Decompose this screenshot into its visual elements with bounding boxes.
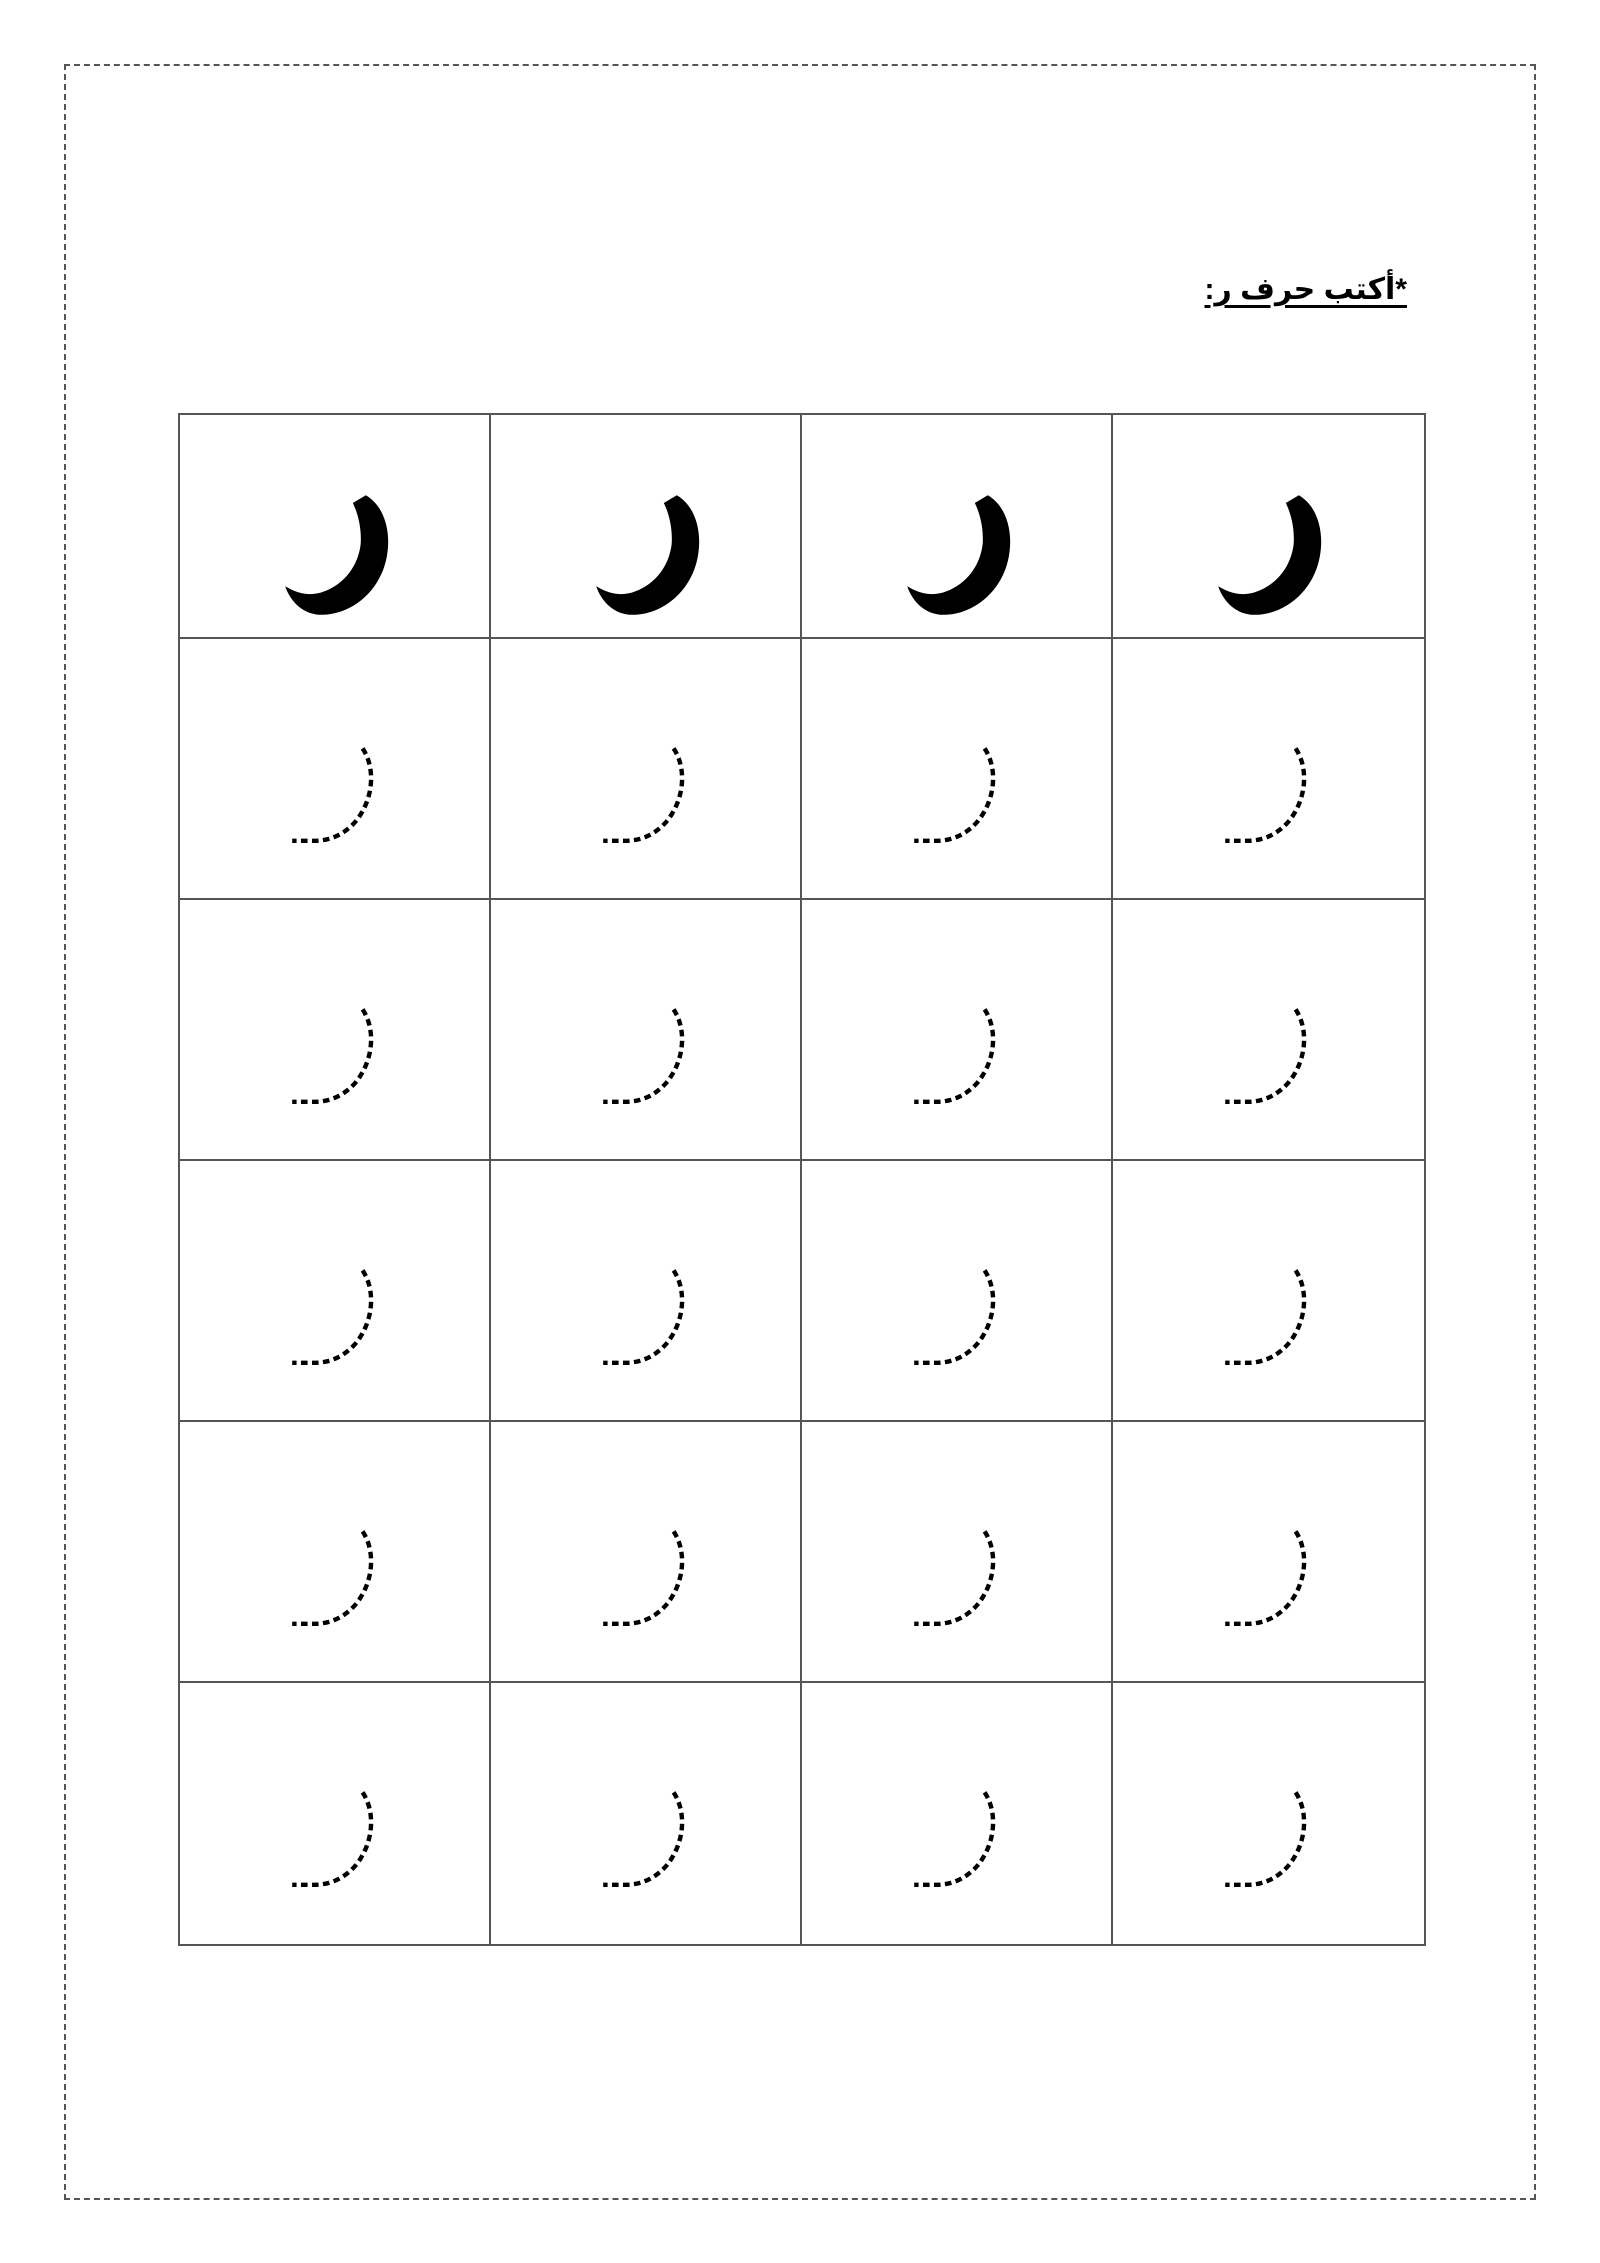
tracing-cell[interactable] bbox=[1113, 900, 1424, 1161]
model-letter-cell bbox=[491, 415, 802, 639]
dotted-ra-tracing-icon bbox=[591, 1527, 721, 1637]
solid-ra-letter-icon bbox=[280, 490, 410, 620]
dotted-ra-tracing-icon bbox=[1213, 1527, 1343, 1637]
tracing-cell[interactable] bbox=[802, 900, 1113, 1161]
dotted-ra-tracing-icon bbox=[902, 1005, 1032, 1115]
tracing-cell[interactable] bbox=[180, 900, 491, 1161]
instruction-heading: *أكتب حرف ر: bbox=[1204, 273, 1407, 306]
dotted-ra-tracing-icon bbox=[280, 1788, 410, 1898]
tracing-cell[interactable] bbox=[180, 1161, 491, 1422]
dotted-ra-tracing-icon bbox=[591, 744, 721, 854]
tracing-cell[interactable] bbox=[180, 639, 491, 900]
tracing-cell[interactable] bbox=[491, 1683, 802, 1944]
tracing-cell[interactable] bbox=[802, 639, 1113, 900]
tracing-grid bbox=[178, 413, 1426, 1946]
tracing-cell[interactable] bbox=[1113, 1422, 1424, 1683]
dotted-ra-tracing-icon bbox=[1213, 1005, 1343, 1115]
tracing-cell[interactable] bbox=[491, 1422, 802, 1683]
tracing-cell[interactable] bbox=[491, 639, 802, 900]
tracing-cell[interactable] bbox=[180, 1422, 491, 1683]
model-letter-cell bbox=[180, 415, 491, 639]
dotted-ra-tracing-icon bbox=[591, 1788, 721, 1898]
dotted-ra-tracing-icon bbox=[280, 744, 410, 854]
dotted-ra-tracing-icon bbox=[591, 1005, 721, 1115]
tracing-cell[interactable] bbox=[491, 1161, 802, 1422]
solid-ra-letter-icon bbox=[591, 490, 721, 620]
tracing-cell[interactable] bbox=[1113, 1683, 1424, 1944]
dotted-ra-tracing-icon bbox=[280, 1527, 410, 1637]
dotted-ra-tracing-icon bbox=[1213, 744, 1343, 854]
tracing-cell[interactable] bbox=[1113, 1161, 1424, 1422]
model-letter-cell bbox=[802, 415, 1113, 639]
tracing-cell[interactable] bbox=[802, 1422, 1113, 1683]
tracing-cell[interactable] bbox=[802, 1161, 1113, 1422]
dotted-ra-tracing-icon bbox=[902, 1527, 1032, 1637]
tracing-cell[interactable] bbox=[491, 900, 802, 1161]
model-letter-cell bbox=[1113, 415, 1424, 639]
dotted-ra-tracing-icon bbox=[1213, 1266, 1343, 1376]
dotted-ra-tracing-icon bbox=[902, 744, 1032, 854]
dotted-ra-tracing-icon bbox=[280, 1005, 410, 1115]
dotted-ra-tracing-icon bbox=[902, 1788, 1032, 1898]
dotted-ra-tracing-icon bbox=[902, 1266, 1032, 1376]
solid-ra-letter-icon bbox=[1213, 490, 1343, 620]
tracing-cell[interactable] bbox=[1113, 639, 1424, 900]
dotted-ra-tracing-icon bbox=[1213, 1788, 1343, 1898]
tracing-cell[interactable] bbox=[802, 1683, 1113, 1944]
tracing-cell[interactable] bbox=[180, 1683, 491, 1944]
solid-ra-letter-icon bbox=[902, 490, 1032, 620]
dotted-ra-tracing-icon bbox=[591, 1266, 721, 1376]
dotted-ra-tracing-icon bbox=[280, 1266, 410, 1376]
